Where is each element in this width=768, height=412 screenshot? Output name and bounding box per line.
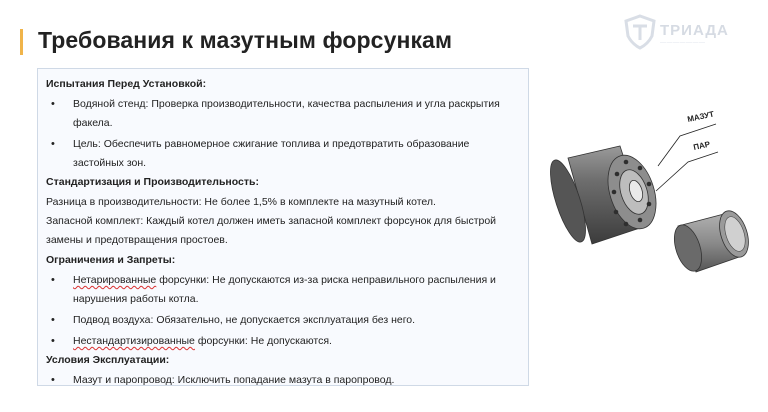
limits-list	[46, 271, 520, 351]
section-heading-operation: Условия Эксплуатации:	[46, 354, 170, 366]
standard-line-spare: Запасной комплект: Каждый котел должен иметь запасной комплект форсунок для быстрой замены и предотвращения простоев.	[46, 215, 497, 246]
label-steam: ПАР	[692, 139, 711, 152]
operation-list	[46, 371, 520, 390]
list-item-text: форсунки: Не допускаются.	[194, 335, 332, 347]
list-item: • Мазут и паропровод: Исключить попадание мазута в паропровод.	[46, 371, 520, 390]
requirements-box	[37, 68, 529, 386]
list-item: • Водяной стенд: Проверка производительности, качества распыления и угла раскрытия факела.	[46, 95, 520, 133]
standard-line-difference: Разница в производительности: Не более 1,5% в комплекте на мазутный котел.	[46, 196, 436, 208]
nozzle-drawing	[548, 96, 758, 296]
section-heading-tests: Испытания Перед Установкой:	[46, 78, 207, 90]
list-item	[46, 271, 520, 309]
spellcheck-word[interactable]: Нестандартизированные	[73, 335, 195, 347]
callout-line-steam	[656, 152, 718, 191]
logo	[622, 14, 742, 50]
tests-list	[46, 95, 520, 173]
logo-shield-icon	[622, 14, 658, 50]
list-item	[46, 332, 520, 351]
section-heading-limits: Ограничения и Запреты:	[46, 254, 176, 266]
list-item: • Цель: Обеспечить равномерное сжигание топлива и предотвратить образование застойных зон.	[46, 135, 520, 173]
title-accent-bar	[20, 29, 23, 55]
burner-nozzle-illustration	[548, 96, 758, 296]
list-item: • Подвод воздуха: Обязательно, не допускается эксплуатация без него.	[46, 311, 520, 330]
label-fuel: МАЗУТ	[686, 109, 715, 124]
page-title: Требования к мазутным форсункам	[38, 27, 453, 53]
spellcheck-word[interactable]: Нетарированные	[73, 274, 157, 286]
logo-subtext-line: ———————	[660, 40, 706, 46]
list-item-text: форсунки: Не допускаются из-за риска неправильного распыления и нарушения работы котла.	[73, 274, 496, 305]
section-heading-standard: Стандартизация и Производительность:	[46, 176, 259, 188]
logo-text: ТРИАДА	[660, 22, 729, 39]
